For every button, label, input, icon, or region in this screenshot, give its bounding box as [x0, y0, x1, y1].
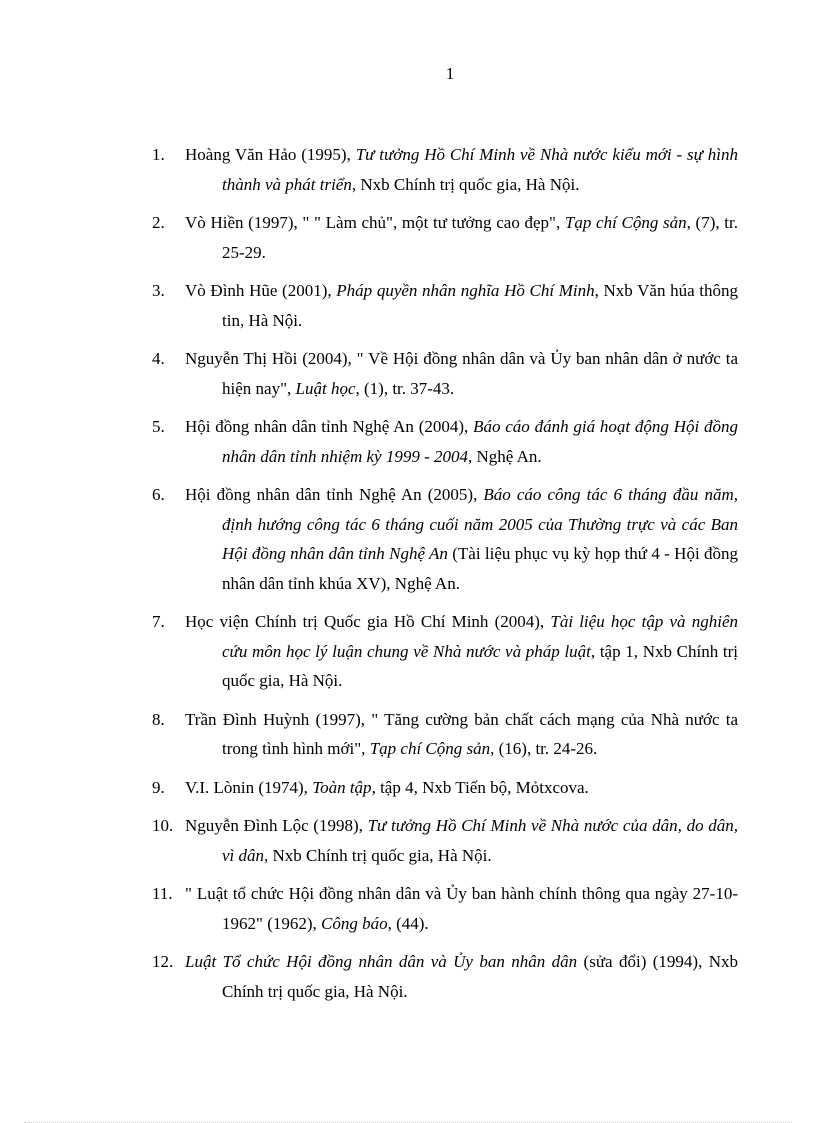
reference-number: 3.: [152, 281, 165, 300]
reference-detail: , Nghệ An.: [468, 446, 542, 466]
reference-detail: , Nxb Chính trị quốc gia, Hà Nội.: [264, 845, 492, 865]
reference-detail: Vò Đình Hũe (2001),: [185, 281, 337, 300]
reference-detail: Nguyễn Thị Hồi (2004), " Về Hội đồng nhân dân và Ủy ban nhân dân ở nước ta hiện nay",: [185, 349, 738, 398]
reference-detail: Nguyễn Đình Lộc (1998),: [185, 816, 368, 835]
reference-item: [152, 412, 738, 471]
reference-number: 4.: [152, 349, 165, 368]
reference-number: 2.: [152, 213, 165, 232]
reference-item: [152, 607, 738, 696]
page-number: 1: [445, 64, 455, 83]
reference-detail: V.I. Lònin (1974),: [185, 777, 313, 797]
reference-item: [152, 947, 738, 1006]
reference-number: 8.: [152, 709, 165, 729]
reference-title: Công báo: [321, 913, 388, 933]
reference-item: [152, 208, 738, 267]
reference-number: 9.: [152, 777, 165, 797]
reference-text: [185, 947, 738, 1006]
reference-detail: Hội đồng nhân dân tỉnh Nghệ An (2004),: [185, 417, 474, 436]
reference-text: [185, 344, 738, 403]
reference-number: 1.: [152, 145, 165, 164]
reference-text: [185, 773, 738, 803]
reference-item: [152, 344, 738, 403]
reference-title: Tài liệu học tập và nghiên cứu môn học lý luận chung về Nhà nước và pháp luật: [222, 612, 738, 661]
reference-title: Báo cáo công tác 6 tháng đầu năm, định hướng công tác 6 tháng cuối năm 2005 của Thường trực và các Ban Hội đồng nhân dân tỉnh Nghệ An: [222, 485, 738, 563]
reference-detail: (sửa đổi) (1994), Nxb Chính trị quốc gia, Hà Nội.: [222, 952, 738, 1001]
reference-detail: , Nxb Văn húa thông tin, Hà Nội.: [222, 281, 739, 330]
reference-detail: Học viện Chính trị Quốc gia Hồ Chí Minh (2004),: [185, 612, 551, 631]
reference-text: [185, 879, 738, 938]
reference-title: Báo cáo đánh giá hoạt động Hội đồng nhân dân tỉnh nhiệm kỳ 1999 - 2004: [222, 417, 738, 466]
reference-number: 6.: [152, 485, 165, 504]
reference-title: Toàn tập: [312, 777, 372, 797]
reference-detail: , (44).: [387, 913, 429, 933]
reference-text: [185, 276, 738, 335]
reference-number: 7.: [152, 612, 165, 631]
reference-detail: Hoàng Văn Hảo (1995),: [185, 145, 356, 164]
reference-detail: Vò Hiền (1997), " " Làm chủ", một tư tưởng cao đẹp",: [185, 213, 565, 232]
reference-text: [185, 705, 738, 764]
reference-text: [185, 811, 738, 870]
reference-item: [152, 773, 738, 803]
reference-detail: , (16), tr. 24-26.: [490, 739, 598, 758]
reference-title: Tạp chí Cộng sản: [564, 213, 687, 232]
reference-text: [185, 412, 738, 471]
reference-number: 11.: [152, 884, 173, 903]
reference-text: [185, 140, 738, 199]
reference-item: [152, 480, 738, 598]
reference-list: [152, 140, 738, 1015]
reference-detail: , tập 4, Nxb Tiến bộ, Mỏtxcova.: [371, 777, 589, 797]
reference-text: [185, 480, 738, 598]
reference-detail: " Luật tổ chức Hội đồng nhân dân và Ủy ban hành chính thông qua ngày 27-10-1962" (1962),: [185, 884, 738, 933]
reference-item: [152, 705, 738, 764]
reference-title: Tư tưởng Hồ Chí Minh về Nhà nước kiểu mới - sự hình thành và phát triển: [222, 145, 739, 194]
reference-item: [152, 276, 738, 335]
reference-item: [152, 879, 738, 938]
reference-item: [152, 811, 738, 870]
reference-title: Luật học: [295, 378, 356, 398]
reference-item: [152, 140, 738, 199]
reference-number: 10.: [152, 816, 174, 835]
reference-detail: (Tài liệu phục vụ kỳ họp thứ 4 - Hội đồng nhân dân tỉnh khúa XV), Nghệ An.: [222, 544, 738, 593]
reference-number: 12.: [152, 952, 174, 971]
reference-detail: , tập 1, Nxb Chính trị quốc gia, Hà Nội.: [222, 641, 738, 690]
reference-detail: Hội đồng nhân dân tỉnh Nghệ An (2005),: [185, 485, 484, 504]
reference-title: Tư tưởng Hồ Chí Minh về Nhà nước của dân, do dân, vì dân: [222, 816, 739, 865]
reference-title: Tạp chí Cộng sản: [369, 739, 491, 758]
reference-detail: , Nxb Chính trị quốc gia, Hà Nội.: [351, 174, 580, 194]
reference-text: [185, 607, 738, 696]
reference-text: [185, 208, 738, 267]
reference-title: Pháp quyền nhân nghĩa Hồ Chí Minh: [336, 281, 595, 300]
reference-detail: , (7), tr. 25-29.: [222, 213, 738, 262]
reference-detail: , (1), tr. 37-43.: [355, 378, 455, 398]
reference-title: Luật Tổ chức Hội đồng nhân dân và Ủy ban nhân dân: [185, 952, 578, 971]
reference-detail: Trần Đình Huỳnh (1997), " Tăng cường bản chất cách mạng của Nhà nước ta trong tình hình mới",: [185, 709, 738, 758]
reference-number: 5.: [152, 417, 165, 436]
